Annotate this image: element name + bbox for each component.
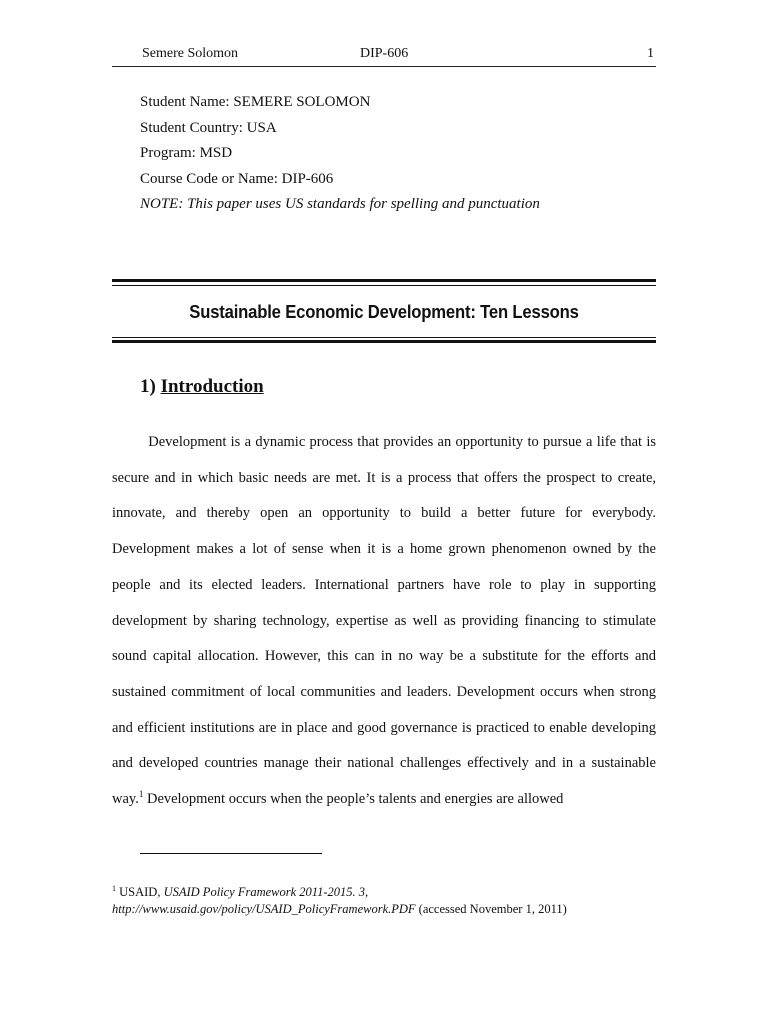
paper-title: Sustainable Economic Development: Ten Lessons	[189, 301, 579, 322]
footnote-accessed: (accessed November 1, 2011)	[418, 902, 567, 916]
footnote-marker: 1	[112, 883, 116, 893]
footnote-org: USAID,	[119, 885, 161, 899]
student-country: Student Country: USA	[140, 119, 277, 136]
footnote-url[interactable]: http://www.usaid.gov/policy/USAID_PolicyFramework.PDF	[112, 902, 416, 916]
running-header	[112, 44, 656, 67]
student-name: Student Name: SEMERE SOLOMON	[140, 94, 371, 110]
footnote-reference[interactable]: 1	[138, 789, 144, 800]
footnote-separator	[140, 853, 322, 854]
student-program: Program: MSD	[140, 145, 233, 161]
paragraph-text-2: Development occurs when the people’s talents and energies are allowed	[146, 791, 564, 808]
section-heading	[140, 375, 264, 399]
header-page-number: 1	[647, 46, 654, 61]
section-number: 1)	[140, 376, 156, 397]
body-paragraph	[112, 425, 656, 818]
header-author: Semere Solomon	[142, 46, 239, 61]
paragraph-text-1: Development is a dynamic process that provides an opportunity to pursue a life that is secure and in which basic needs are met. It is a process that offers the prospect to create, innovate, and thereby open an opportunity to build a better future for everybody. Development makes a lot of sense when it is a home grown phenomenon owned by the people and its elected leaders. International partners have role to play in supporting development by sharing technology, expertise as well as providing financing to stimulate sound capital allocation. However, this can in no way be a substitute for the efforts and sustained commitment of local communities and leaders. Development occurs when strong and efficient institutions are in place and good governance is practiced to enable developing and developed countries manage their national challenges effectively and in a sustainable way.	[112, 434, 656, 808]
footnote	[112, 884, 672, 918]
title-rule-top-thin	[112, 285, 656, 286]
student-course: Course Code or Name: DIP-606	[140, 170, 334, 187]
title-rule-top-thick	[112, 279, 656, 282]
student-info-block	[140, 90, 660, 218]
section-title: Introduction	[160, 376, 264, 397]
title-rule-bottom-thick	[112, 340, 656, 343]
footnote-doc-title: USAID Policy Framework 2011-2015. 3,	[163, 885, 369, 899]
spelling-note: NOTE: This paper uses US standards for spelling and punctuation	[140, 196, 540, 212]
header-course: DIP-606	[360, 46, 409, 61]
title-rule-bottom-thin	[112, 337, 656, 338]
